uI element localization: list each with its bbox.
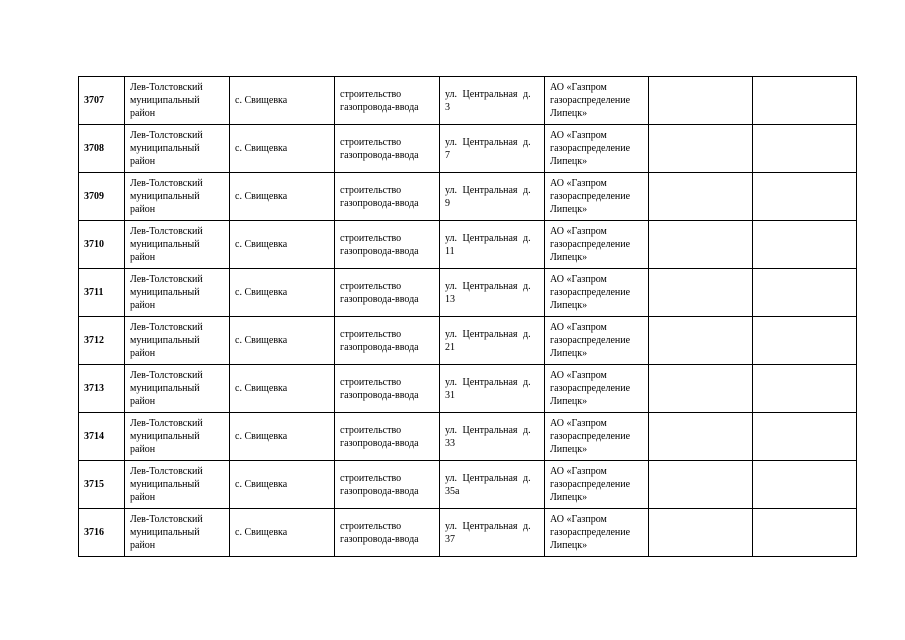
- address-line: ул. Центральная д.: [445, 520, 531, 532]
- table-row: [79, 77, 857, 125]
- district-line: Лев-Толстовский: [130, 178, 203, 189]
- empty-cell: [753, 269, 857, 317]
- empty-cell: [649, 461, 753, 509]
- organization-line: АО «Газпром: [550, 418, 607, 429]
- empty-cell: [753, 461, 857, 509]
- entry-number-cell: 3707: [79, 77, 125, 125]
- empty-cell: [649, 269, 753, 317]
- district-line: район: [130, 108, 156, 119]
- organization-line: газораспределение: [550, 383, 631, 394]
- district-cell: [125, 77, 230, 125]
- organization-line: газораспределение: [550, 95, 631, 106]
- district-cell: [125, 317, 230, 365]
- address-line: 33: [445, 437, 455, 449]
- address-cell: [440, 173, 545, 221]
- entry-number-cell: 3716: [79, 509, 125, 557]
- empty-cell: [753, 317, 857, 365]
- district-line: район: [130, 252, 156, 263]
- empty-cell: [753, 509, 857, 557]
- registry-table: [78, 76, 857, 557]
- district-line: Лев-Толстовский: [130, 418, 203, 429]
- address-line: ул. Центральная д.: [445, 472, 531, 484]
- entry-number-cell: 3710: [79, 221, 125, 269]
- work-type-line: газопровода-ввода: [340, 293, 419, 305]
- district-line: Лев-Толстовский: [130, 274, 203, 285]
- table-row: [79, 125, 857, 173]
- district-line: Лев-Толстовский: [130, 130, 203, 141]
- empty-cell: [649, 509, 753, 557]
- village-cell: с. Свищевка: [230, 125, 335, 173]
- work-type-line: строительство: [340, 520, 402, 532]
- address-line: ул. Центральная д.: [445, 424, 531, 436]
- district-cell: [125, 221, 230, 269]
- organization-line: АО «Газпром: [550, 82, 607, 93]
- work-type-cell: [335, 365, 440, 413]
- organization-line: Липецк»: [550, 156, 588, 167]
- empty-cell: [649, 77, 753, 125]
- organization-cell: [545, 413, 649, 461]
- district-cell: [125, 365, 230, 413]
- empty-cell: [753, 413, 857, 461]
- table-row: [79, 365, 857, 413]
- address-cell: [440, 221, 545, 269]
- address-line: ул. Центральная д.: [445, 232, 531, 244]
- address-cell: [440, 317, 545, 365]
- entry-number-cell: 3709: [79, 173, 125, 221]
- organization-line: АО «Газпром: [550, 466, 607, 477]
- district-line: район: [130, 396, 156, 407]
- empty-cell: [649, 365, 753, 413]
- work-type-cell: [335, 461, 440, 509]
- district-line: Лев-Толстовский: [130, 322, 203, 333]
- village-cell: с. Свищевка: [230, 413, 335, 461]
- village-cell: с. Свищевка: [230, 221, 335, 269]
- empty-cell: [753, 365, 857, 413]
- address-cell: [440, 77, 545, 125]
- organization-line: газораспределение: [550, 431, 631, 442]
- organization-line: Липецк»: [550, 396, 588, 407]
- address-line: ул. Центральная д.: [445, 280, 531, 292]
- organization-line: Липецк»: [550, 348, 588, 359]
- village-cell: с. Свищевка: [230, 365, 335, 413]
- organization-line: АО «Газпром: [550, 226, 607, 237]
- district-line: район: [130, 348, 156, 359]
- village-cell: с. Свищевка: [230, 509, 335, 557]
- district-line: муниципальный: [130, 335, 200, 346]
- work-type-line: строительство: [340, 424, 402, 436]
- empty-cell: [649, 413, 753, 461]
- district-line: Лев-Толстовский: [130, 82, 203, 93]
- organization-line: газораспределение: [550, 335, 631, 346]
- organization-cell: [545, 173, 649, 221]
- organization-line: Липецк»: [550, 540, 588, 551]
- address-line: ул. Центральная д.: [445, 184, 531, 196]
- district-line: Лев-Толстовский: [130, 370, 203, 381]
- empty-cell: [753, 77, 857, 125]
- organization-line: Липецк»: [550, 204, 588, 215]
- work-type-line: строительство: [340, 184, 402, 196]
- organization-cell: [545, 365, 649, 413]
- village-cell: с. Свищевка: [230, 461, 335, 509]
- entry-number-cell: 3713: [79, 365, 125, 413]
- entry-number-cell: 3711: [79, 269, 125, 317]
- district-line: муниципальный: [130, 95, 200, 106]
- empty-cell: [753, 173, 857, 221]
- organization-cell: [545, 269, 649, 317]
- organization-line: АО «Газпром: [550, 130, 607, 141]
- address-line: ул. Центральная д.: [445, 136, 531, 148]
- organization-line: газораспределение: [550, 479, 631, 490]
- table-row: [79, 221, 857, 269]
- organization-line: газораспределение: [550, 287, 631, 298]
- district-cell: [125, 269, 230, 317]
- district-cell: [125, 125, 230, 173]
- district-line: Лев-Толстовский: [130, 466, 203, 477]
- work-type-line: газопровода-ввода: [340, 149, 419, 161]
- address-cell: [440, 125, 545, 173]
- organization-line: Липецк»: [550, 252, 588, 263]
- work-type-cell: [335, 125, 440, 173]
- address-line: 31: [445, 389, 455, 401]
- district-line: район: [130, 204, 156, 215]
- address-cell: [440, 413, 545, 461]
- address-line: 9: [445, 197, 450, 209]
- address-line: 3: [445, 101, 450, 113]
- work-type-line: строительство: [340, 376, 402, 388]
- organization-cell: [545, 317, 649, 365]
- entry-number-cell: 3714: [79, 413, 125, 461]
- district-line: муниципальный: [130, 383, 200, 394]
- district-line: район: [130, 156, 156, 167]
- table-row: [79, 269, 857, 317]
- work-type-cell: [335, 173, 440, 221]
- address-cell: [440, 461, 545, 509]
- table-row: [79, 461, 857, 509]
- district-line: муниципальный: [130, 431, 200, 442]
- organization-line: газораспределение: [550, 143, 631, 154]
- organization-cell: [545, 461, 649, 509]
- work-type-line: газопровода-ввода: [340, 245, 419, 257]
- district-line: Лев-Толстовский: [130, 226, 203, 237]
- work-type-line: газопровода-ввода: [340, 101, 419, 113]
- address-line: 11: [445, 245, 455, 257]
- village-cell: с. Свищевка: [230, 77, 335, 125]
- organization-line: Липецк»: [550, 300, 588, 311]
- work-type-line: газопровода-ввода: [340, 197, 419, 209]
- work-type-line: строительство: [340, 88, 402, 100]
- work-type-line: строительство: [340, 136, 402, 148]
- empty-cell: [649, 125, 753, 173]
- organization-line: АО «Газпром: [550, 178, 607, 189]
- village-cell: с. Свищевка: [230, 317, 335, 365]
- empty-cell: [753, 125, 857, 173]
- district-line: муниципальный: [130, 191, 200, 202]
- organization-line: АО «Газпром: [550, 322, 607, 333]
- address-line: 7: [445, 149, 450, 161]
- organization-line: Липецк»: [550, 108, 588, 119]
- district-line: муниципальный: [130, 143, 200, 154]
- district-line: район: [130, 444, 156, 455]
- address-line: ул. Центральная д.: [445, 88, 531, 100]
- organization-line: газораспределение: [550, 239, 631, 250]
- address-line: 21: [445, 341, 455, 353]
- entry-number-cell: 3715: [79, 461, 125, 509]
- empty-cell: [649, 317, 753, 365]
- table-row: [79, 317, 857, 365]
- organization-cell: [545, 221, 649, 269]
- organization-cell: [545, 509, 649, 557]
- organization-line: АО «Газпром: [550, 370, 607, 381]
- organization-line: АО «Газпром: [550, 514, 607, 525]
- work-type-line: строительство: [340, 328, 402, 340]
- address-cell: [440, 509, 545, 557]
- work-type-line: газопровода-ввода: [340, 437, 419, 449]
- district-cell: [125, 461, 230, 509]
- table-row: [79, 173, 857, 221]
- district-line: муниципальный: [130, 287, 200, 298]
- village-cell: с. Свищевка: [230, 269, 335, 317]
- organization-line: Липецк»: [550, 492, 588, 503]
- work-type-cell: [335, 269, 440, 317]
- work-type-line: газопровода-ввода: [340, 533, 419, 545]
- district-line: муниципальный: [130, 239, 200, 250]
- organization-line: АО «Газпром: [550, 274, 607, 285]
- work-type-cell: [335, 509, 440, 557]
- district-cell: [125, 173, 230, 221]
- work-type-line: строительство: [340, 280, 402, 292]
- district-cell: [125, 509, 230, 557]
- organization-line: газораспределение: [550, 527, 631, 538]
- table-row: [79, 413, 857, 461]
- work-type-line: газопровода-ввода: [340, 485, 419, 497]
- work-type-line: газопровода-ввода: [340, 389, 419, 401]
- work-type-line: строительство: [340, 232, 402, 244]
- organization-cell: [545, 77, 649, 125]
- organization-line: Липецк»: [550, 444, 588, 455]
- empty-cell: [649, 173, 753, 221]
- district-line: муниципальный: [130, 527, 200, 538]
- work-type-line: газопровода-ввода: [340, 341, 419, 353]
- district-line: район: [130, 300, 156, 311]
- work-type-cell: [335, 77, 440, 125]
- address-line: 37: [445, 533, 455, 545]
- village-cell: с. Свищевка: [230, 173, 335, 221]
- organization-cell: [545, 125, 649, 173]
- entry-number-cell: 3708: [79, 125, 125, 173]
- registry-table-body: [79, 77, 857, 557]
- organization-line: газораспределение: [550, 191, 631, 202]
- district-line: Лев-Толстовский: [130, 514, 203, 525]
- address-cell: [440, 365, 545, 413]
- work-type-cell: [335, 221, 440, 269]
- work-type-cell: [335, 413, 440, 461]
- address-line: ул. Центральная д.: [445, 328, 531, 340]
- address-cell: [440, 269, 545, 317]
- district-line: муниципальный: [130, 479, 200, 490]
- district-line: район: [130, 540, 156, 551]
- work-type-line: строительство: [340, 472, 402, 484]
- district-cell: [125, 413, 230, 461]
- empty-cell: [649, 221, 753, 269]
- work-type-cell: [335, 317, 440, 365]
- address-line: ул. Центральная д.: [445, 376, 531, 388]
- entry-number-cell: 3712: [79, 317, 125, 365]
- address-line: 35а: [445, 485, 460, 497]
- table-row: [79, 509, 857, 557]
- empty-cell: [753, 221, 857, 269]
- address-line: 13: [445, 293, 455, 305]
- district-line: район: [130, 492, 156, 503]
